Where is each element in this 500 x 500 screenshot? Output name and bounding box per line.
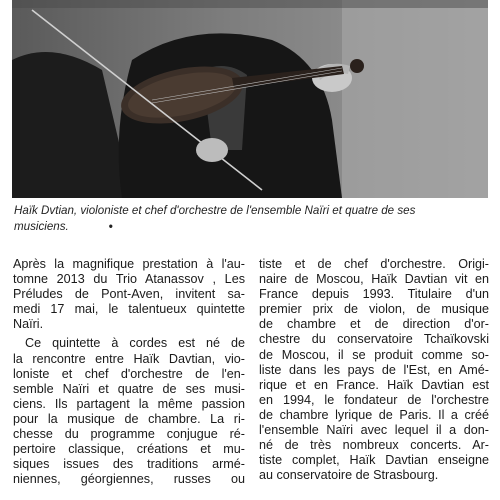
article-line: tomne 2013 du Trio Atanassov , Les (13, 272, 245, 287)
article-line: loniste et chef d'orchestre de l'en- (13, 366, 245, 381)
article-line: siques issues des traditions armé- (13, 457, 245, 472)
article-line: Ce quintette à cordes est né de (25, 336, 245, 351)
article-line: niennes, géorgiennes, russes ou (13, 472, 245, 487)
photo-caption (14, 203, 486, 234)
article-line: rique et en France. Haïk Davtian est (259, 377, 489, 392)
article-line: tiste et de chef d'orchestre. Origi- (259, 257, 489, 271)
article-line: tiste complet, Haïk Davtian enseigne (259, 453, 489, 468)
article-line: liste dans les pays de l'Est, en Amé- (259, 362, 489, 377)
article-line: de chambre lyrique de Paris. Il a créé (259, 407, 489, 422)
article-line: l'ensemble Naïri avec lequel il a don- (259, 423, 489, 438)
article-line: en 1994, le fondateur de l'orchestre (259, 392, 489, 407)
article-line: Préludes de Pont-Aven, invitent sa- (13, 287, 245, 302)
article-line: France depuis 1993. Titulaire d'un (259, 287, 489, 302)
article-line: au conservatoire de Strasbourg. (259, 468, 439, 483)
article-line: la rencontre entre Haïk Davtian, vio- (13, 351, 245, 366)
article-line: Après la magnifique prestation à l'au- (13, 257, 245, 271)
article-column-left (13, 257, 245, 487)
article-line: ciens. Ils partagent la même passion (13, 396, 245, 411)
article-line: de Moscou, il se produit comme so- (259, 347, 489, 362)
article-line: de chambre et de direction d'or- (259, 317, 489, 332)
article-line: semble Naïri et quatre de ses musi- (13, 381, 245, 396)
caption-line-1: Haïk Dvtian, violoniste et chef d'orchestre de l'ensemble Naïri et quatre de ses (14, 204, 416, 217)
caption-mark: • (108, 219, 113, 233)
article-line: chesse du programme conjugue ré- (13, 427, 245, 442)
article-column-right (259, 257, 489, 483)
article-line: naire de Moscou, Haïk Davtian vit en (259, 272, 489, 287)
article-line: pour la musique de chambre. La ri- (13, 411, 245, 426)
article-line: né de très nombreux concerts. Ar- (259, 438, 489, 453)
caption-line-2: musiciens. (14, 219, 69, 233)
article-line: Naïri. (13, 317, 44, 332)
article-line: chestre du conservatoire Tchaïkovski (259, 332, 489, 347)
article-line: premier prix de violon, de musique (259, 302, 489, 317)
article-line: medi 17 mai, le talentueux quintette (13, 302, 245, 317)
article-line: pertoire classique, créations et mu- (13, 442, 245, 457)
violinist-photo (12, 0, 488, 198)
